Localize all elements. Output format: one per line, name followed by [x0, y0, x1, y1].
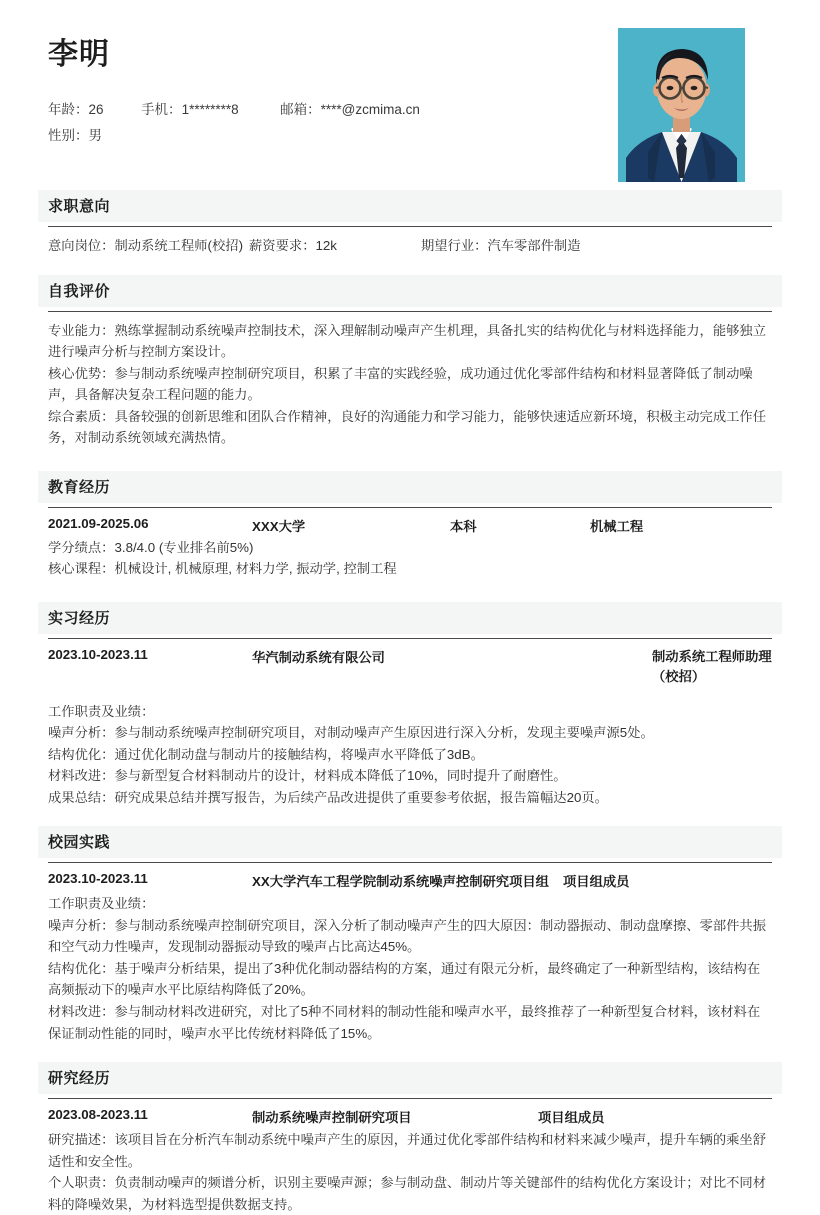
field-phone: 手机：1********8 — [141, 102, 239, 117]
education-courses: 核心课程：机械设计, 机械原理, 材料力学, 振动学, 控制工程 — [48, 561, 397, 577]
section-self-evaluation — [0, 275, 820, 449]
section-header-job-intention — [38, 190, 782, 222]
internship-bullet-1: 噪声分析：参与制动系统噪声控制研究项目，对制动噪声产生原因进行深入分析，发现主要噪声源5处。 — [48, 725, 654, 741]
practice-date: 2023.10-2023.11 — [48, 871, 148, 887]
education-school: XXX大学 — [252, 518, 306, 534]
education-degree: 本科 — [450, 518, 477, 534]
profile-photo-illustration — [618, 28, 745, 182]
field-salary-label: 薪资要求： — [249, 238, 316, 253]
section-header-research — [38, 1062, 782, 1094]
section-header-self-evaluation — [38, 275, 782, 307]
section-job-intention — [0, 190, 820, 257]
field-email: 邮箱：****@zcmima.cn — [280, 102, 420, 117]
field-position-value: 制动系统工程师(校招) — [114, 238, 244, 253]
field-industry-value: 汽车零部件制造 — [487, 238, 581, 253]
internship-bullet-3: 材料改进：参与新型复合材料制动片的设计，材料成本降低了10%，同时提升了耐磨性。 — [48, 768, 567, 784]
self-eval-paragraph-3: 综合素质：具备较强的创新思维和团队合作精神，良好的沟通能力和学习能力，能够快速适应新环境，积极主动完成工作任务，对制动系统领域充满热情。 — [48, 408, 767, 446]
field-industry-label: 期望行业： — [420, 238, 488, 253]
research-bullet-1: 研究描述：该项目旨在分析汽车制动系统中噪声产生的原因，并通过优化零部件结构和材料来减少噪声，提升车辆的乘坐舒适性和安全性。 — [48, 1132, 767, 1169]
research-role: 项目组成员 — [538, 1110, 605, 1126]
section-internship — [0, 602, 820, 809]
research-date: 2023.08-2023.11 — [48, 1107, 148, 1123]
section-research — [0, 1062, 820, 1215]
internship-company: 华汽制动系统有限公司 — [252, 649, 385, 665]
internship-bullet-4: 成果总结：研究成果总结并撰写报告，为后续产品改进提供了重要参考依据，报告篇幅达20页。 — [48, 789, 608, 805]
education-date: 2021.09-2025.06 — [48, 515, 149, 531]
section-title: 教育经历 — [48, 478, 111, 496]
practice-body-heading: 工作职责及业绩： — [48, 896, 155, 912]
section-header-education — [38, 471, 782, 503]
practice-project: XX大学汽车工程学院制动系统噪声控制研究项目组 — [252, 874, 549, 890]
internship-role: 制动系统工程师助理（校招） — [652, 648, 772, 684]
section-divider — [48, 226, 772, 227]
candidate-name: 李明 — [48, 38, 110, 71]
internship-bullet-2: 结构优化：通过优化制动盘与制动片的接触结构，将噪声水平降低了3dB。 — [48, 746, 484, 762]
education-gpa: 学分绩点：3.8/4.0 (专业排名前5%) — [48, 539, 254, 555]
section-campus-practice — [0, 826, 820, 1044]
self-eval-paragraph-2: 核心优势：参与制动系统噪声控制研究项目，积累了丰富的实践经验，成功通过优化零部件结构和材料显著降低了制动噪声，具备解决复杂工程问题的能力。 — [48, 365, 753, 403]
section-divider — [48, 507, 772, 508]
section-divider — [48, 1098, 772, 1099]
section-header-internship — [38, 602, 782, 634]
field-salary-value: 12k — [315, 238, 337, 253]
section-divider — [48, 862, 772, 863]
section-title: 求职意向 — [48, 198, 111, 215]
field-gender: 性别：男 — [48, 127, 102, 143]
job-intention-fields — [48, 235, 772, 257]
self-eval-paragraph-1: 专业能力：熟练掌握制动系统噪声控制技术，深入理解制动噪声产生机理，具备扎实的结构优化与材料选择能力，能够独立进行噪声分析与控制方案设计。 — [48, 322, 767, 360]
internship-body-heading: 工作职责及业绩： — [48, 703, 155, 719]
field-position-label: 意向岗位： — [48, 238, 115, 253]
section-education — [0, 471, 820, 580]
section-title: 研究经历 — [48, 1070, 111, 1088]
section-divider — [48, 638, 772, 639]
profile-photo — [618, 28, 745, 182]
internship-date: 2023.10-2023.11 — [48, 646, 148, 662]
resume-header — [0, 0, 820, 190]
education-major: 机械工程 — [590, 518, 644, 534]
education-entry-row — [48, 516, 772, 535]
section-title: 自我评价 — [48, 282, 111, 300]
practice-bullet-3: 材料改进：参与制动材料改进研究，对比了5种不同材料的制动性能和噪声水平，最终推荐了一种新型复合材料，该材料在保证制动性能的同时，噪声水平比传统材料降低了15%。 — [48, 1003, 761, 1041]
section-header-campus-practice — [38, 826, 782, 858]
research-project: 制动系统噪声控制研究项目 — [252, 1110, 412, 1126]
section-title: 实习经历 — [48, 609, 111, 627]
practice-bullet-1: 噪声分析：参与制动系统噪声控制研究项目，深入分析了制动噪声产生的四大原因：制动器振动、制动盘摩擦、零部件共振和空气动力性噪声，发现制动器振动导致的噪声占比高达45%。 — [48, 917, 767, 955]
field-age: 年龄：26 — [48, 102, 104, 117]
research-entry-row — [48, 1107, 772, 1126]
practice-role: 项目组成员 — [562, 874, 630, 890]
practice-bullet-2: 结构优化：基于噪声分析结果，提出了3种优化制动器结构的方案，通过有限元分析，最终确定了一种新型结构，该结构在高频振动下的噪声水平比原结构降低了20%。 — [48, 960, 761, 998]
section-title: 校园实践 — [48, 834, 111, 852]
internship-entry-row — [48, 647, 772, 687]
section-divider — [48, 311, 772, 312]
practice-entry-row — [48, 871, 772, 890]
research-bullet-2: 个人职责：负责制动噪声的频谱分析，识别主要噪声源；参与制动盘、制动片等关键部件的结构优化方案设计；对比不同材料的降噪效果，为材料选型提供数据支持。 — [48, 1175, 767, 1212]
